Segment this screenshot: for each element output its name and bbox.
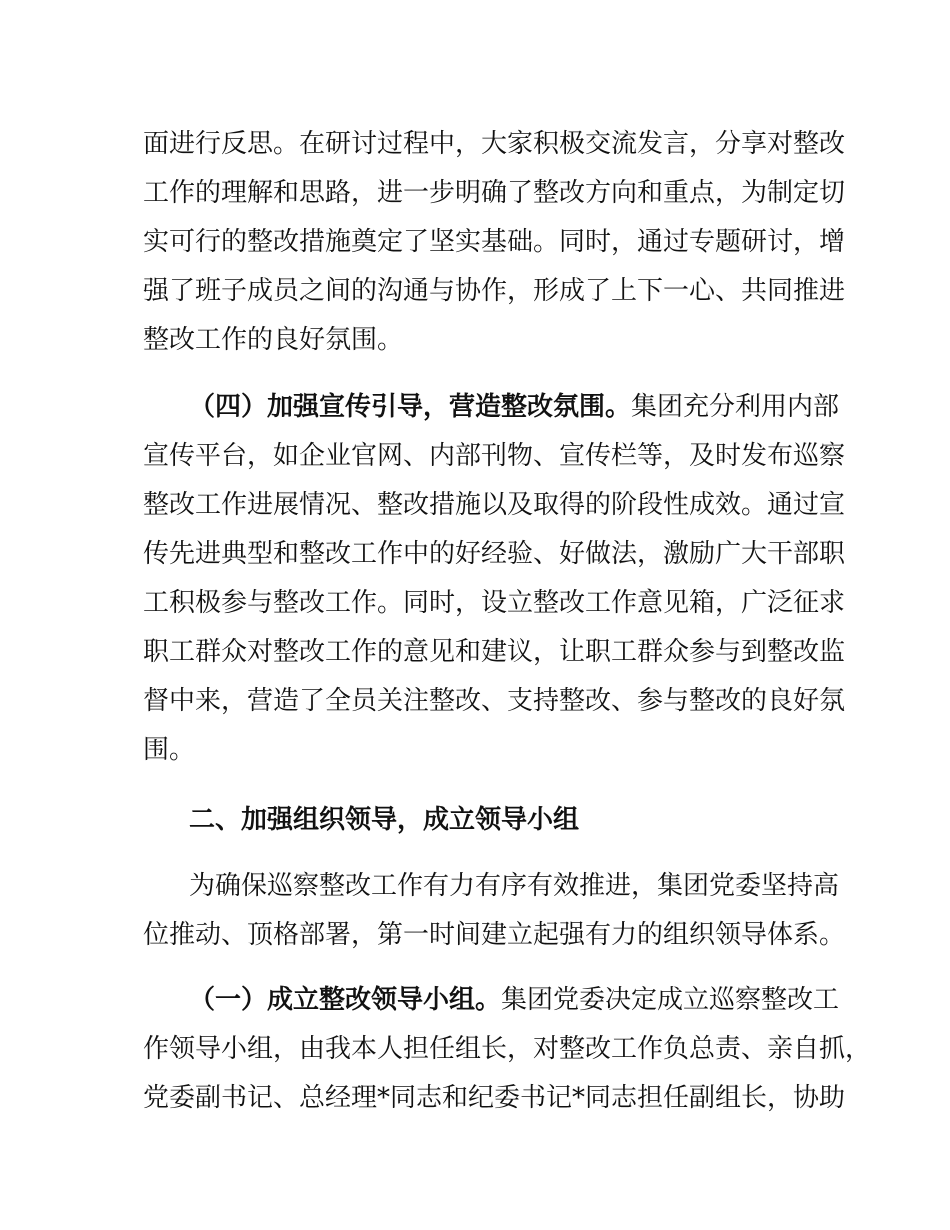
paragraph-intro [143, 862, 846, 960]
text-segment: 集团充分利用内部 [631, 392, 840, 422]
text-line: 为确保巡察整改工作有力有序有效推进，集团党委坚持高 [189, 871, 840, 901]
text-line [143, 383, 840, 432]
paragraph-reflection [143, 120, 846, 365]
text-line: 整改工作进展情况、整改措施以及取得的阶段性成效。通过宣 [143, 490, 846, 520]
heading-text: 二、加强组织领导，成立领导小组 [189, 805, 580, 835]
text-line: 强了班子成员之间的沟通与协作，形成了上下一心、共同推进 [143, 276, 846, 306]
text-line: 党委副书记、总经理*同志和纪委书记*同志担任副组长，协助 [143, 1083, 846, 1113]
text-line: 实可行的整改措施奠定了坚实基础。同时，通过专题研讨，增 [143, 227, 846, 257]
text-segment: 集团党委决定成立巡察整改工 [501, 985, 840, 1015]
text-line: 位推动、顶格部署，第一时间建立起强有力的组织领导体系。 [143, 920, 846, 950]
paragraph-leading-group [143, 976, 872, 1123]
text-line: 作领导小组，由我本人担任组长，对整改工作负总责、亲自抓， [143, 1034, 872, 1064]
text-line: 工积极参与整改工作。同时，设立整改工作意见箱，广泛征求 [143, 588, 846, 618]
text-line: 督中来，营造了全员关注整改、支持整改、参与整改的良好氛 [143, 686, 846, 716]
text-line: 职工群众对整改工作的意见和建议，让职工群众参与到整改监 [143, 637, 846, 667]
paragraph-lead: （一）成立整改领导小组。 [189, 985, 502, 1015]
paragraph-lead: （四）加强宣传引导，营造整改氛围。 [189, 392, 632, 422]
text-line: 整改工作的良好氛围。 [143, 325, 404, 355]
text-line [143, 976, 840, 1025]
text-line: 面进行反思。在研讨过程中，大家积极交流发言，分享对整改 [143, 129, 846, 159]
text-line: 宣传平台，如企业官网、内部刊物、宣传栏等，及时发布巡察 [143, 441, 846, 471]
section-heading [143, 796, 825, 845]
text-line: 围。 [143, 735, 196, 765]
text-line: 工作的理解和思路，进一步明确了整改方向和重点，为制定切 [143, 178, 846, 208]
text-line: 传先进典型和整改工作中的好经验、好做法，激励广大干部职 [143, 539, 846, 569]
paragraph-publicity [143, 383, 846, 775]
